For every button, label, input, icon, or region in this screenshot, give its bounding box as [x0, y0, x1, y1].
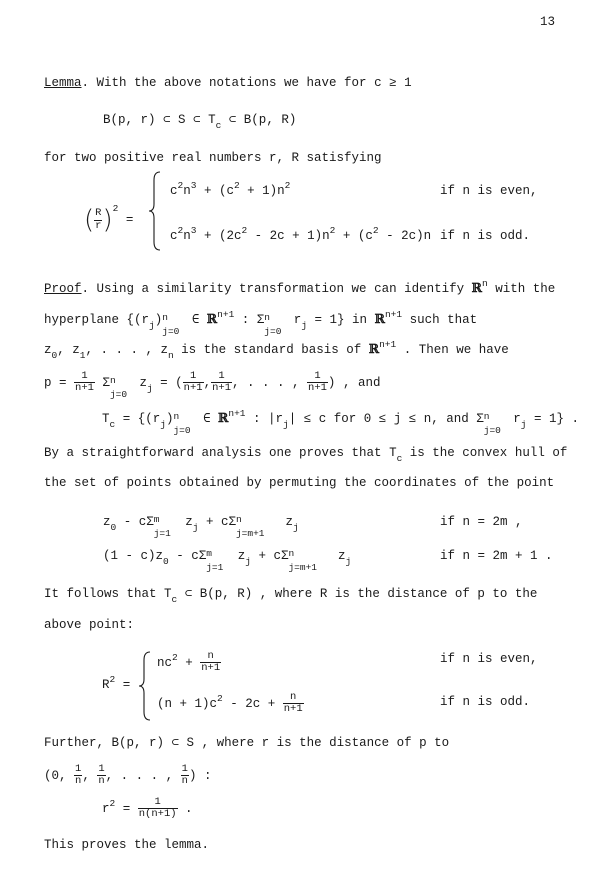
lemma-condition: for two positive real numbers r, R satisfying — [44, 151, 382, 165]
proof-line-4: p = $\frac{1}{n+1}$ Σ n j=0 $z_j$ = ( $\frac{1}{n+1}$ , $\frac{1}{n+1}$ , . . . , $\frac{1}{n+1}$ ) , and — [44, 370, 381, 400]
r-squared-lhs: $R^2$ = — [102, 674, 131, 692]
proof-line-2: hyperplane {$(r_j)$ n j=0 ∈ ℝ$^{n+1}$ : Σ n j=0 $r_j = 1$} in ℝ$^{n+1}$ such that — [44, 309, 478, 337]
r-squared-even-expression: $nc^2$ + $\frac{n}{n+1}$ — [157, 650, 221, 675]
ratio-lhs: ( $\frac{R}{r}$ )$^2$ = — [84, 203, 134, 235]
point-odd-formula: $(1 - c)z_0$ - cΣ m j=1 $z_j + c\Sigma$ n j=m+1 $z_j$ — [103, 548, 352, 573]
r-squared-odd-label: if n is odd. — [440, 695, 531, 709]
r-squared-formula: $r^2$ = $\frac{1}{n(n+1)}$ . — [102, 796, 193, 821]
proof-line-1: Proof. Using a similarity transformation we can identify ℝ$^n$ with the — [44, 278, 556, 296]
even-case-expression: $c^2n^3 + (c^2 + 1)n^2$ — [170, 180, 291, 198]
proof-line-6: By a straightforward analysis one proves that $T_c$ is the convex hull of — [44, 446, 568, 464]
cases-brace-r — [138, 650, 152, 722]
odd-case-label: if n is odd. — [440, 229, 531, 243]
proof-line-3: $z_0$, $z_1$, . . . , $z_n$ is the standard basis of ℝ$^{n+1}$ . Then we have — [44, 339, 509, 361]
odd-case-expression: $c^2n^3 + (2c^2 - 2c + 1)n^2 + (c^2 - 2c)n$ — [170, 225, 432, 243]
r-squared-even-label: if n is even, — [440, 652, 538, 666]
point-even-label: if n = 2m , — [440, 515, 523, 529]
lemma-intro: . With the above notations we have for c ≥ 1 — [81, 76, 412, 90]
conclusion: This proves the lemma. — [44, 838, 210, 852]
proof-line-10: Further, B(p, r) ⊂ S , where r is the distance of p to — [44, 736, 450, 750]
point-coordinates: (0, $\frac{1}{n}$ , $\frac{1}{n}$ , . . . , $\frac{1}{n}$ ) : — [44, 763, 212, 788]
page-number: 13 — [540, 15, 556, 29]
proof-line-9: above point: — [44, 618, 135, 632]
proof-heading: Proof — [44, 282, 82, 296]
cases-brace-ratio — [148, 170, 162, 252]
point-even-formula: $z_0$ - cΣ m j=1 $z_j + c\Sigma$ n j=m+1 $z_j$ — [103, 514, 299, 539]
r-squared-odd-expression: $(n + 1)c^2 - 2c$ + $\frac{n}{n+1}$ — [157, 691, 303, 716]
containment-formula: B(p, r) ⊂ S ⊂ $T_c$ ⊂ B(p, R) — [103, 113, 297, 131]
proof-line-8: It follows that $T_c$ ⊂ B(p, R) , where R is the distance of p to the — [44, 587, 538, 605]
even-case-label: if n is even, — [440, 184, 538, 198]
point-odd-label: if n = 2m + 1 . — [440, 549, 553, 563]
proof-line-7: the set of points obtained by permuting the coordinates of the point — [44, 476, 555, 490]
lemma-statement — [44, 77, 412, 90]
lemma-heading: Lemma — [44, 76, 82, 90]
proof-line-5: $T_c = \{(r_j)$ n j=0 ∈ ℝ$^{n+1}$ : $|r_j| \le c$ for 0 ≤ j ≤ n, and Σ n j=0 $r_j = 1$} . — [102, 408, 579, 436]
